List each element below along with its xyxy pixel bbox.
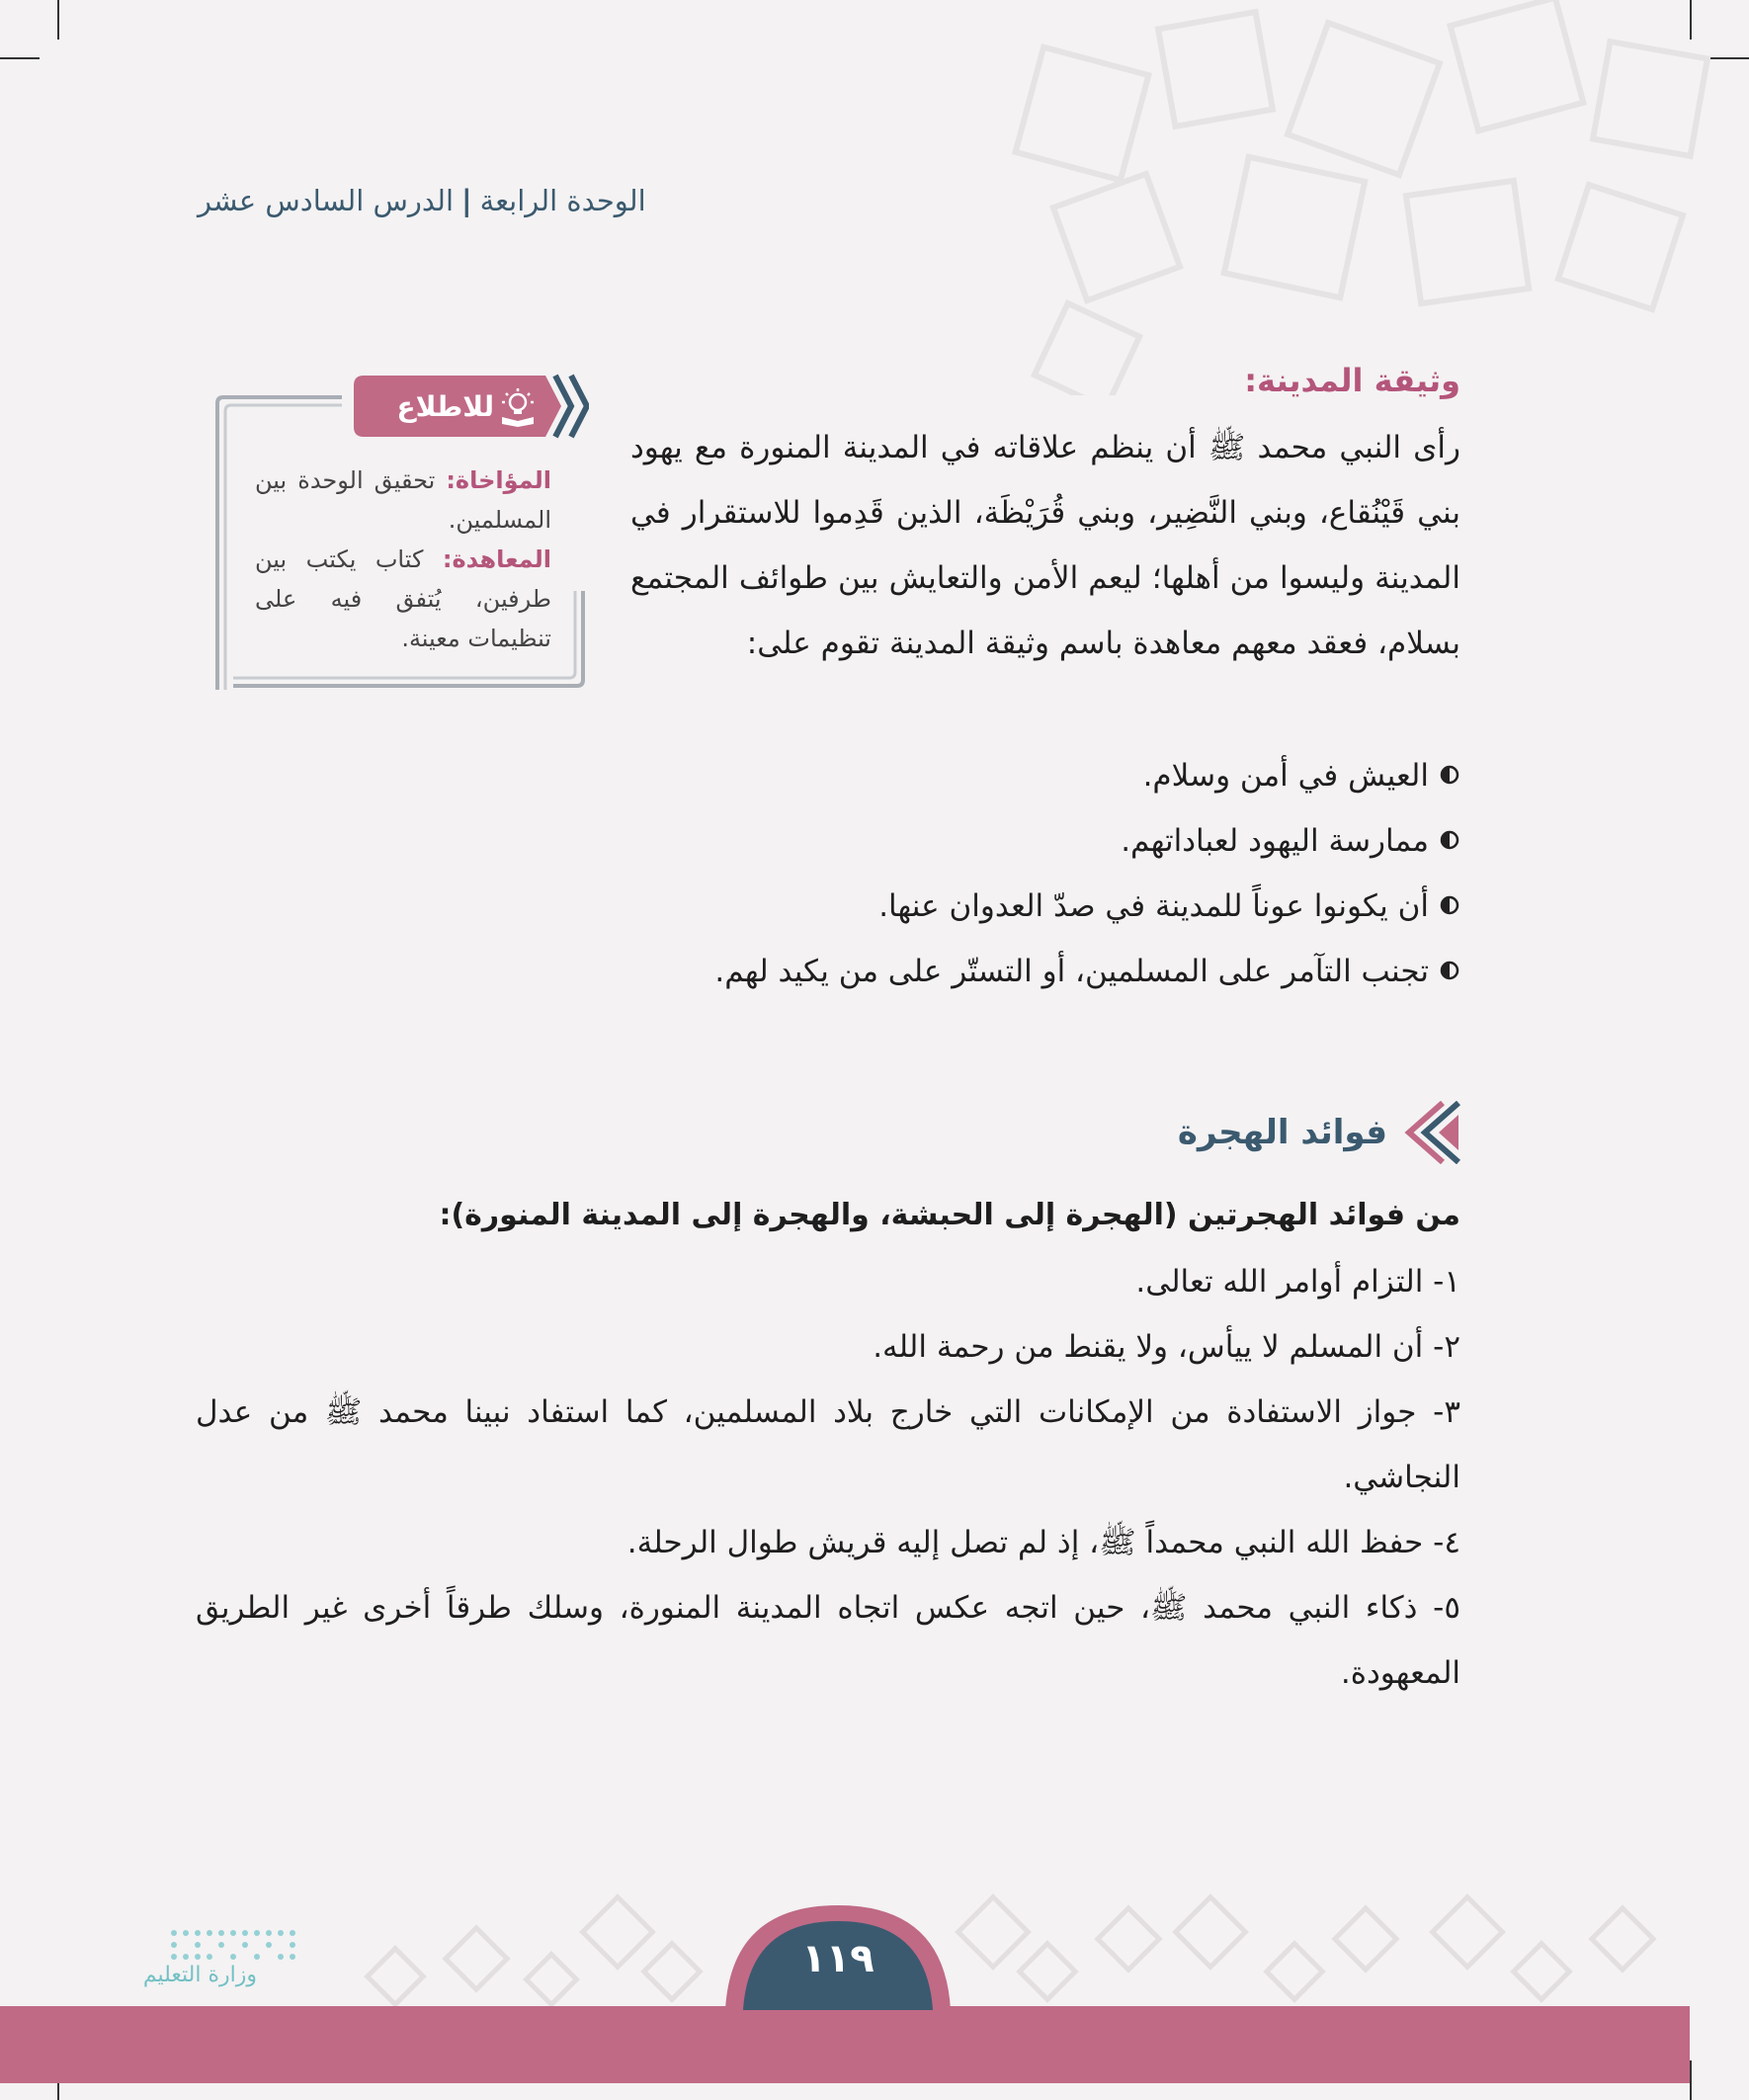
lightbulb-book-icon [498, 387, 538, 427]
list-item: ١- التزام أوامر الله تعالى. [1135, 1264, 1460, 1300]
header-unit: الوحدة الرابعة [479, 184, 646, 217]
list-item [611, 874, 1460, 939]
bullet-text: العيش في أمن وسلام. [1142, 758, 1429, 794]
bullet-text: أن يكونوا عوناً للمدينة في صدّ العدوان عنها. [878, 888, 1429, 924]
list-item [611, 808, 1460, 874]
list-item [611, 939, 1460, 1004]
sidebar-term-muahada: المعاهدة: [442, 546, 551, 573]
bullet-diamond-icon [1439, 829, 1460, 851]
list-item: ٢- أن المسلم لا ييأس، ولا يقنط من رحمة الله. [873, 1329, 1460, 1365]
sidebar-tab-label: للاطلاع [396, 390, 494, 423]
bullet-diamond-icon [1439, 894, 1460, 916]
section2-lead: من فوائد الهجرتين (الهجرة إلى الحبشة، والهجرة إلى المدينة المنورة): [439, 1198, 1460, 1232]
section-title-madina-document: وثيقة المدينة: [1244, 362, 1460, 399]
sidebar-text [255, 461, 551, 658]
benefits-list [196, 1249, 1460, 1706]
sidebar-def-muahada: كتاب يكتب بين طرفين، يُتفق فيه على تنظيمات معينة. [255, 546, 551, 652]
sidebar-term-muakhat: المؤاخاة: [446, 466, 551, 494]
bullet-text: ممارسة اليهود لعباداتهم. [1121, 823, 1429, 859]
header-separator: | [461, 184, 472, 217]
bullet-diamond-icon [1439, 764, 1460, 786]
list-item [611, 743, 1460, 808]
section-paragraph: رأى النبي محمد ﷺ أن ينظم علاقاته في المدينة المنورة مع يهود بني قَيْنُقاع، وبني النَّضِير، وبني قُرَيْظَة، الذين قَدِموا للاستقرار في المدينة وليسوا من أهلها؛ ليعم الأمن والتعايش بين طوائف المجتمع بسلام، فعقد معهم معاهدة باسم وثيقة المدينة تقوم على: [630, 430, 1460, 661]
page-number: ١١٩ [801, 1936, 874, 1981]
ministry-logo-text: وزارة التعليم [142, 1963, 257, 1987]
section2-title: فوائد الهجرة [1177, 1113, 1387, 1152]
double-chevron-icon [1403, 1101, 1460, 1164]
sidebar-def-muakhat: تحقيق الوحدة بين المسلمين. [255, 466, 551, 534]
bullet-diamond-icon [1439, 960, 1460, 981]
section-heading-hijra-benefits [1006, 1101, 1460, 1164]
header-lesson: الدرس السادس عشر [198, 184, 455, 217]
bullet-text: تجنب التآمر على المسلمين، أو التستّر على من يكيد لهم. [714, 954, 1429, 989]
bullet-list [611, 743, 1460, 1004]
list-item: ٥- ذكاء النبي محمد ﷺ، حين اتجه عكس اتجاه المدينة المنورة، وسلك طرقاً أخرى غير الطريق المعهودة. [196, 1590, 1460, 1691]
running-header [198, 184, 662, 223]
list-item: ٤- حفظ الله النبي محمداً ﷺ، إذ لم تصل إليه قريش طوال الرحلة. [626, 1525, 1460, 1560]
list-item: ٣- جواز الاستفادة من الإمكانات التي خارج بلاد المسلمين، كما استفاد نبينا محمد ﷺ من عدل النجاشي. [196, 1394, 1460, 1495]
